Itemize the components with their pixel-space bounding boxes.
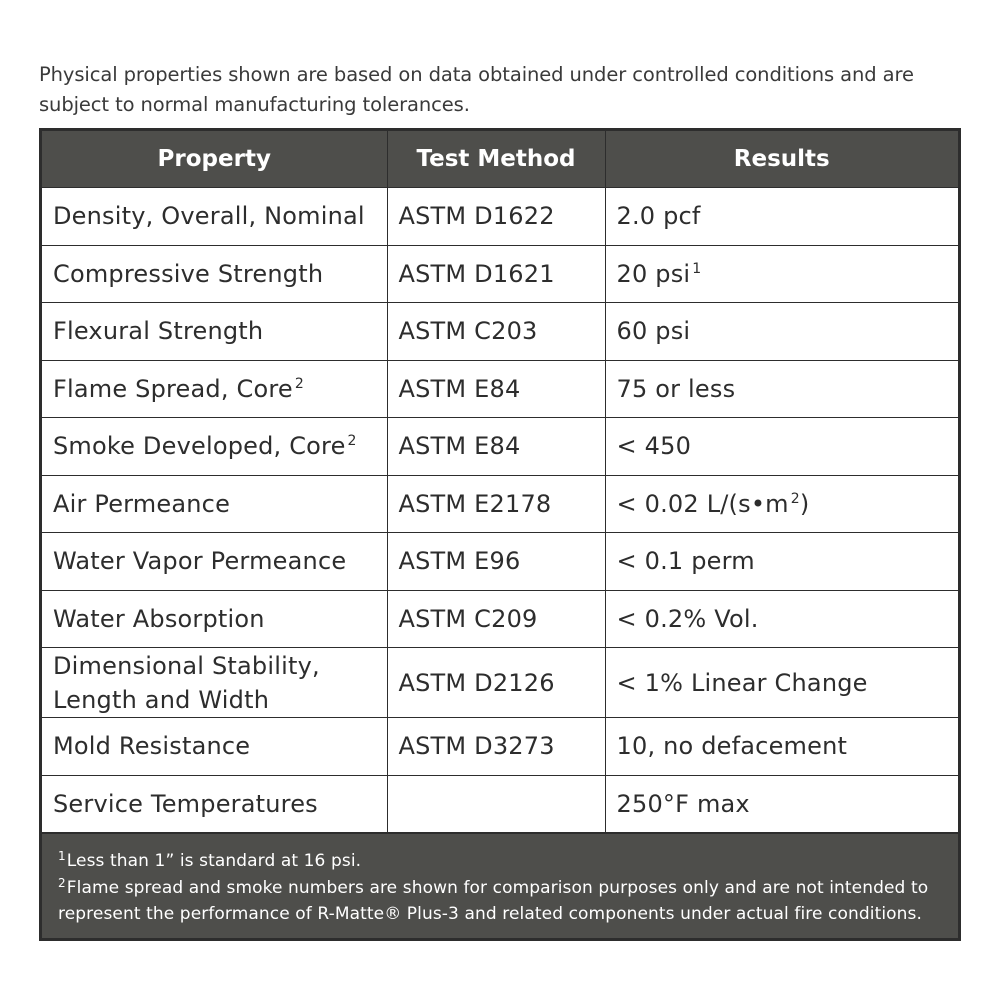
- cell-method: ASTM D1621: [387, 245, 605, 303]
- table-row: [42, 475, 958, 533]
- superscript-exponent: 2: [790, 490, 800, 507]
- cell-method: ASTM D3273: [387, 718, 605, 776]
- table-row: [42, 590, 958, 648]
- cell-method: ASTM C203: [387, 303, 605, 361]
- footnote-2: $^2$Flame spread and smoke numbers are shown for comparison purposes only and are not intended to: [58, 875, 929, 898]
- cell-result: < 0.02 L/(s•m $^2$): [605, 475, 958, 533]
- cell-result: < 0.1 perm: [605, 533, 958, 591]
- cell-property: Water Absorption: [42, 590, 387, 648]
- header-test-method: Test Method: [387, 131, 605, 188]
- cell-method: ASTM E2178: [387, 475, 605, 533]
- footnote-2-continued: represent the performance of R-Matte® Plus-3 and related components under actual fire conditions.: [58, 904, 923, 924]
- cell-property: Air Permeance: [42, 475, 387, 533]
- cell-property: Flexural Strength: [42, 303, 387, 361]
- cell-method: [387, 775, 605, 832]
- table-row: [42, 360, 958, 418]
- cell-result: 10, no defacement: [605, 718, 958, 776]
- cell-method: ASTM D2126: [387, 648, 605, 718]
- table-row: [42, 775, 958, 832]
- cell-method: ASTM E84: [387, 418, 605, 476]
- table-header-row: [42, 131, 958, 188]
- cell-method: ASTM E84: [387, 360, 605, 418]
- cell-result: < 1% Linear Change: [605, 648, 958, 718]
- cell-result: 2.0 pcf: [605, 188, 958, 246]
- cell-result: 250°F max: [616, 789, 750, 818]
- cell-method: ASTM E96: [387, 533, 605, 591]
- cell-result: 20 psi $^1$: [605, 245, 958, 303]
- table-row: [42, 533, 958, 591]
- table-row: [42, 245, 958, 303]
- cell-property: Mold Resistance: [42, 718, 387, 776]
- cell-property: Compressive Strength: [42, 245, 387, 303]
- footnote-ref: 2: [347, 433, 357, 450]
- cell-property: Water Vapor Permeance: [42, 533, 387, 591]
- header-results: Results: [605, 131, 958, 188]
- cell-result: < 0.2% Vol.: [605, 590, 958, 648]
- intro-line-1: Physical properties shown are based on data obtained under controlled conditions and are: [39, 63, 914, 86]
- table-row: [42, 718, 958, 776]
- table-row: [42, 188, 958, 246]
- intro-line-2: subject to normal manufacturing tolerances.: [39, 93, 470, 116]
- cell-property: Flame Spread, Core $^2$: [42, 360, 387, 418]
- cell-property: Density, Overall, Nominal: [42, 188, 387, 246]
- properties-sheet: [39, 128, 961, 941]
- table-row: [42, 648, 958, 718]
- cell-property: Dimensional Stability, Length and Width: [42, 648, 387, 718]
- footnote-ref: 1: [692, 260, 702, 277]
- cell-method: ASTM C209: [387, 590, 605, 648]
- cell-method: ASTM D1622: [387, 188, 605, 246]
- footnote-ref: 2: [294, 375, 304, 392]
- cell-result: 75 or less: [605, 360, 958, 418]
- cell-result: < 450: [605, 418, 958, 476]
- table-row: [42, 303, 958, 361]
- properties-table: [42, 131, 958, 832]
- cell-result: 60 psi: [605, 303, 958, 361]
- footnotes: [42, 832, 958, 938]
- header-property: Property: [42, 131, 387, 188]
- cell-property: Smoke Developed, Core $^2$: [42, 418, 387, 476]
- table-row: [42, 418, 958, 476]
- cell-property: Service Temperatures: [42, 775, 387, 832]
- intro-text: [39, 60, 969, 120]
- footnote-1: $^1$Less than 1” is standard at 16 psi.: [58, 849, 362, 871]
